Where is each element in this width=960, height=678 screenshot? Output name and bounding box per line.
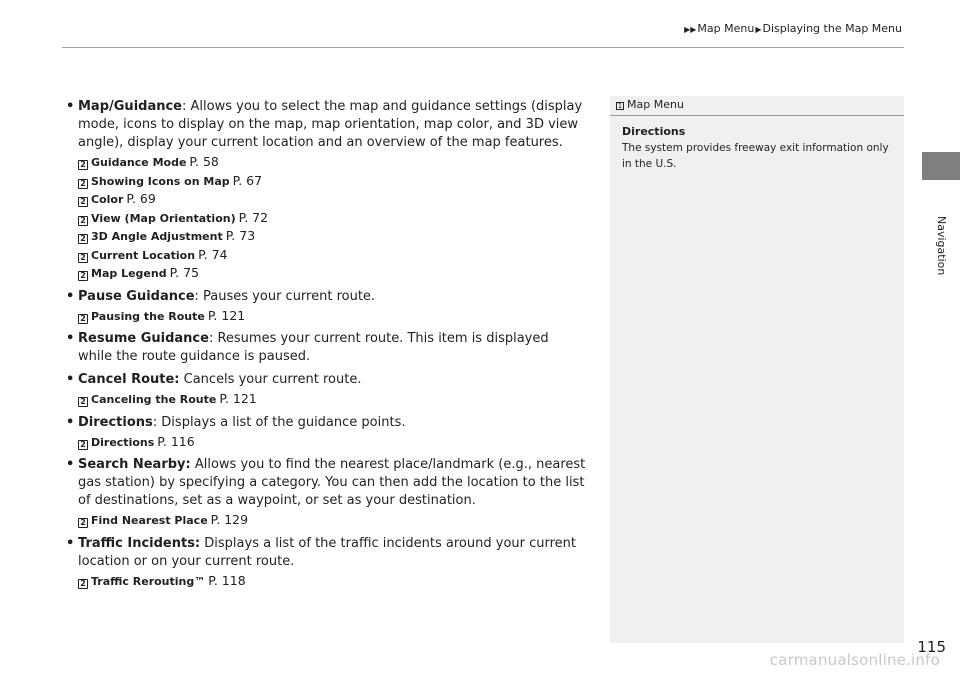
header-divider (62, 47, 904, 48)
page-number: 115 (917, 638, 946, 656)
reference-link[interactable]: 2 Guidance Mode P. 58 (78, 153, 586, 172)
reference-arrow-icon: 2 (78, 440, 88, 450)
breadcrumb-displaying-map-menu: Displaying the Map Menu (762, 22, 902, 35)
note-text: The system provides freeway exit information only in the U.S. (622, 142, 889, 170)
triangle-right-icon: ▶▶ (684, 25, 697, 34)
item-description: Allows you to find the nearest place/landmark (e.g., nearest gas station) by specifying a category. You can then add the location to the list of destinations, set as a waypoint, or set as your destination. (78, 457, 586, 508)
reference-link[interactable]: 2 Pausing the Route P. 121 (78, 307, 586, 326)
main-content (66, 98, 586, 595)
item-description: : Displays a list of the guidance points. (152, 414, 406, 430)
reference-list (78, 390, 586, 409)
triangle-right-icon: ▶ (755, 25, 762, 34)
bullet-icon: • (66, 331, 75, 346)
item-term: Search Nearby: (78, 457, 191, 472)
list-item (66, 371, 586, 409)
reference-arrow-icon: 2 (78, 579, 88, 589)
reference-list (78, 153, 586, 283)
item-description: : Resumes your current route. This item is displayed while the route guidance is paused. (78, 331, 549, 364)
reference-arrow-icon: 2 (78, 271, 88, 281)
reference-arrow-icon: 2 (78, 314, 88, 324)
item-term: Directions (78, 414, 153, 430)
bullet-icon: • (66, 288, 75, 304)
section-tab-marker (922, 152, 960, 180)
item-description: : Allows you to select the map and guidance settings (display mode, icons to display on the map, map orientation, map color, and 3D view angle), display your current location and an overview of the map features. (78, 99, 583, 150)
list-item (66, 288, 586, 326)
list-item (66, 456, 586, 530)
breadcrumb (683, 22, 902, 35)
reference-arrow-icon: 2 (78, 216, 88, 226)
breadcrumb-map-menu: Map Menu (697, 22, 755, 35)
bullet-icon: • (66, 414, 75, 430)
item-description: : Pauses your current route. (194, 288, 376, 304)
item-term: Resume Guidance (78, 331, 209, 346)
item-term: Cancel Route: (78, 372, 180, 387)
note-title: Directions (622, 125, 686, 138)
bullet-icon: • (66, 457, 75, 472)
reference-list (78, 572, 586, 591)
reference-link[interactable]: 2 Map Legend P. 75 (78, 264, 586, 283)
reference-link[interactable]: 2 Current Location P. 74 (78, 246, 586, 265)
reference-list (78, 511, 586, 530)
note-header: 1 Map Menu (610, 96, 904, 116)
reference-link[interactable]: 2 Find Nearest Place P. 129 (78, 511, 586, 530)
item-description: Displays a list of the traffic incidents around your current location or on your current route. (78, 535, 577, 569)
item-term: Pause Guidance (78, 288, 195, 304)
reference-link[interactable]: 2 3D Angle Adjustment P. 73 (78, 227, 586, 246)
reference-arrow-icon: 2 (78, 253, 88, 263)
reference-arrow-icon: 2 (78, 234, 88, 244)
list-item (66, 330, 586, 366)
bullet-icon: • (66, 372, 75, 387)
bullet-icon: • (66, 535, 75, 551)
list-item (66, 414, 586, 452)
reference-arrow-icon: 2 (78, 518, 88, 528)
reference-arrow-icon: 2 (78, 179, 88, 189)
reference-arrow-icon: 2 (78, 197, 88, 207)
item-term: Map/Guidance (78, 99, 182, 114)
reference-arrow-icon: 2 (78, 160, 88, 170)
reference-link[interactable]: 2 Traffic Rerouting™ P. 118 (78, 572, 586, 591)
list-item (66, 98, 586, 283)
note-marker-icon: 1 (617, 102, 623, 110)
item-description: Cancels your current route. (179, 372, 362, 387)
reference-link[interactable]: 2 Showing Icons on Map P. 67 (78, 172, 586, 191)
list-item (66, 535, 586, 591)
bullet-icon: • (66, 99, 75, 114)
reference-link[interactable]: 2 View (Map Orientation) P. 72 (78, 209, 586, 228)
reference-link[interactable]: 2 Color P. 69 (78, 190, 586, 209)
reference-link[interactable]: 2 Canceling the Route P. 121 (78, 390, 586, 409)
item-term: Traffic Incidents: (78, 535, 201, 551)
reference-arrow-icon: 2 (78, 397, 88, 407)
watermark: carmanualsonline.info (769, 651, 940, 669)
reference-link[interactable]: 2 Directions P. 116 (78, 433, 586, 452)
section-side-label: Navigation (935, 216, 948, 276)
reference-list (78, 307, 586, 326)
reference-list (78, 433, 586, 452)
side-note-panel (610, 96, 904, 643)
